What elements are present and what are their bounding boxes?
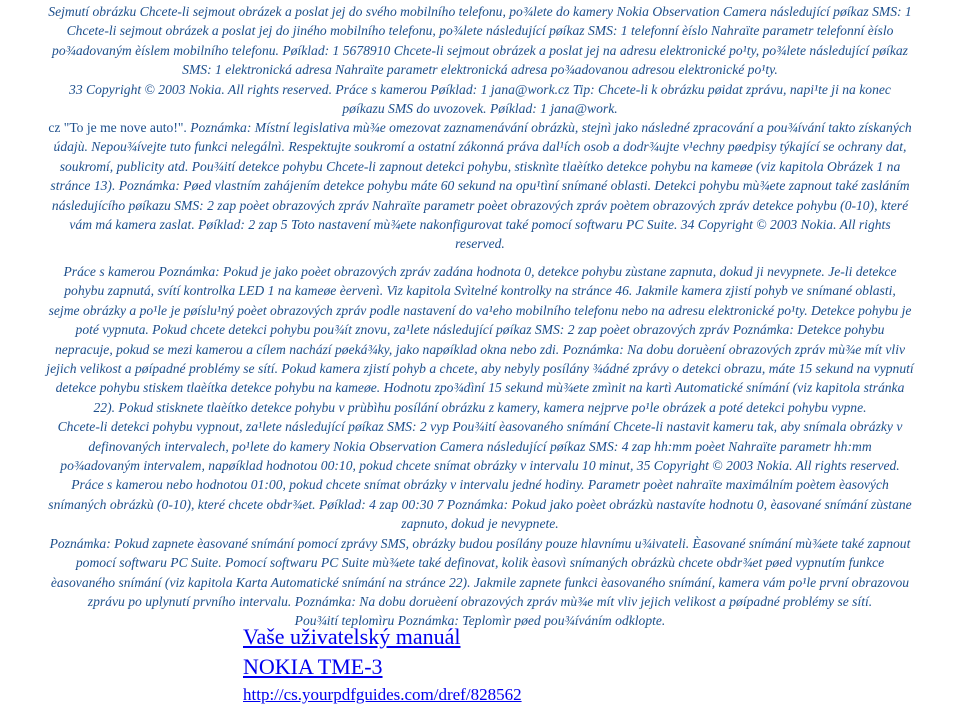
paragraph-image-capture [2,2,958,118]
user-manual-link[interactable]: Vaše uživatelský manuál [243,624,461,649]
paragraph-motion-detection [2,118,958,254]
text-line: nepracuje, pokud se mezi kamerou a cílem nachází pøeká¾ky, jako napøíklad okna nebo zdi. Poznámka: Na dobu doruèení obrazových zpráv mù¾e mít vliv [54,341,906,357]
text-line [2,118,958,137]
text-line: Sejmutí obrázku Chcete-li sejmout obrázek a poslat jej do svého mobilního telefonu, po¾lete do kamery Nokia Observation Camera následující pøíkaz SMS: 1 [48,4,912,19]
text-line: 33 Copyright © 2003 Nokia. All rights reserved. Práce s kamerou Pøíklad: 1 jana@work.cz Tip: Chcete-li k obrázku pøidat zprávu, napi¹te ji na konec [69,81,891,97]
text-line: snímaných obrázkù (0-10), které chcete obdr¾et. Pøíklad: 4 zap 00:30 7 Poznámka: Pokud jako poèet obrázkù nastavíte hodnotu 0, èasované snímání zùstane [48,496,912,512]
footer-links [243,622,522,708]
paragraph-timed-capture [2,262,958,631]
text-line: zapnuto, dokud je nevypnete. [401,516,559,532]
text-line: definovaných intervalech, po¹lete do kamery Nokia Observation Camera následující pøíkaz SMS: 4 zap hh:mm poèet Nahraïte parametr hh:mm [88,438,872,454]
text-line: pohybu zapnutá, svítí kontrolka LED 1 na kameøe èervenì. Viz kapitola Svìtelné kontrolky na stránce 46. Jakmile kamera zjistí pohyb ve snímané oblasti, [64,283,896,299]
text-line: SMS: 1 elektronická adresa Nahraïte parametr elektronická adresa po¾adovanou adresou elektronické po¹ty. [182,62,778,78]
text-line: soukromí, publicity atd. Pou¾ití detekce pohybu Chcete-li zapnout detekci pohybu, stisknìte tlaèítko detekce pohybu na kameøe (viz kapitola Obrázek 1 na [59,158,901,174]
source-url-link[interactable]: http://cs.yourpdfguides.com/dref/828562 [243,685,522,704]
model-link[interactable]: NOKIA TME-3 [243,654,383,679]
text-span: cz "To je me nove auto!". [48,120,187,135]
text-line: pøíkazu SMS do uvozovek. Pøíklad: 1 jana@work. [342,101,618,117]
text-line: reserved. [455,236,505,252]
text-line: èasovaného snímání (viz kapitola Karta Automatické snímání na stránce 22). Jakmile zapnete funkci èasovaného snímání, kamera vám po¹le první obrazovou [50,574,910,590]
text-line: sejme obrázky a po¹le je pøíslu¹ný poèet obrazových zpráv podle nastavení do va¹eho mobilního telefonu nebo na adresu elektronické po¹ty. Detekce pohybu je [48,302,912,318]
text-line: Práce s kamerou Poznámka: Pokud je jako poèet obrazových zpráv zadána hodnota 0, detekce pohybu zùstane zapnuta, dokud ji nevypnete. Je-li detekce [63,264,897,279]
text-line: jejich velikost a pøípadné problémy se sítí. Pokud kamera zjistí pohyb a chcete, aby nebyly posílány ¾ádné zprávy o detekci obrazu, máte 15 sekund na vypnutí [46,361,914,377]
text-line: po¾adovaným èíslem mobilního telefonu. Pøíklad: 1 5678910 Chcete-li sejmout obrázek a poslat jej na adresu elektronické po¹ty, po¾lete následující pøíkaz [52,42,908,58]
text-line: detekce pohybu stiskem tlaèítka detekce pohybu na kameøe. Hodnotu zpo¾dìní 15 sekund mù¾ete zmìnit na kartì Automatické snímání (viz kapitola stránka [55,380,905,396]
text-line: Chcete-li detekci pohybu vypnout, za¹lete následující pøíkaz SMS: 2 vyp Pou¾ití èasovaného snímání Chcete-li nastavit kameru tak, aby snímala obrázky v [57,419,903,435]
text-line: Chcete-li sejmout obrázek a poslat jej do jiného mobilního telefonu, po¾lete následující pøíkaz SMS: 1 telefonní èíslo Nahraïte parametr telefonní èíslo [66,23,894,39]
text-line: Poznámka: Pokud zapnete èasované snímání pomocí zprávy SMS, obrázky budou posílány pouze hlavnímu u¾ivateli. Èasované snímání mù¾ete také zapnout [49,535,911,551]
text-line: pomocí softwaru PC Suite. Pomocí softwaru PC Suite mù¾ete také definovat, kolik èasovì snímaných obrázkù chcete obdr¾et pøed vypnutím funkce [75,555,885,571]
text-line: Pou¾ití teplomìru Poznámka: Teplomìr pøed pou¾íváním odklopte. [294,613,666,629]
text-line: stránce 13). Poznámka: Pøed vlastním zahájením detekce pohybu máte 60 sekund na opu¹tìní snímané oblasti. Detekci pohybu mù¾ete zapnout také zasláním [50,178,910,194]
text-line: následujícího pøíkazu SMS: 2 zap poèet obrazových zpráv Nahraïte parametr poèet obrazových zpráv poètem obrazových zpráv detekce pohybu (0-10), které [51,197,909,213]
text-line: Práce s kamerou nebo hodnotou 01:00, pokud chcete snímat obrázky v intervalu jedné hodiny. Parametr poèet nahraïte maximálním poètem èasových [71,477,889,493]
text-line: poté vypnuta. Pokud chcete detekci pohybu pou¾ít znovu, za¹lete následující pøíkaz SMS: 2 zap poèet obrazových zpráv Poznámka: Detekce pohybu [75,322,885,338]
text-line: po¾adovaným intervalem, napøíklad hodnotou 00:10, pokud chcete snímat obrázky v intervalu 10 minut, 35 Copyright © 2003 Nokia. All rights reserved. [60,458,900,474]
text-line: vám má kamera zaslat. Pøíklad: 2 zap 5 Toto nastavení mù¾ete nakonfigurovat také pomocí softwaru PC Suite. 34 Copyright © 2003 Nokia. All rights [69,217,891,233]
text-line: údajù. Nepou¾ívejte tuto funkci nelegálnì. Respektujte soukromí a ostatní zákonná práva dal¹ích osob a dodr¾ujte v¹echny pøedpisy týkající se ochrany dat, [53,139,907,155]
text-span: Poznámka: Místní legislativa mù¾e omezovat zaznamenávání obrázkù, stejnì jako následné zpracování a pou¾ívání takto získaných [186,120,912,135]
text-line: zprávu po uplynutí prvního intervalu. Poznámka: Na dobu doruèení obrazových zpráv mù¾e mít vliv jejich velikost a pøípadné problémy se sítí. [87,593,873,609]
text-line: 22). Pokud stisknete tlaèítko detekce pohybu v prùbìhu posílání obrázku z kamery, kamera nejprve po¹le obrázek a poté detekci pohybu vypne. [93,399,867,415]
